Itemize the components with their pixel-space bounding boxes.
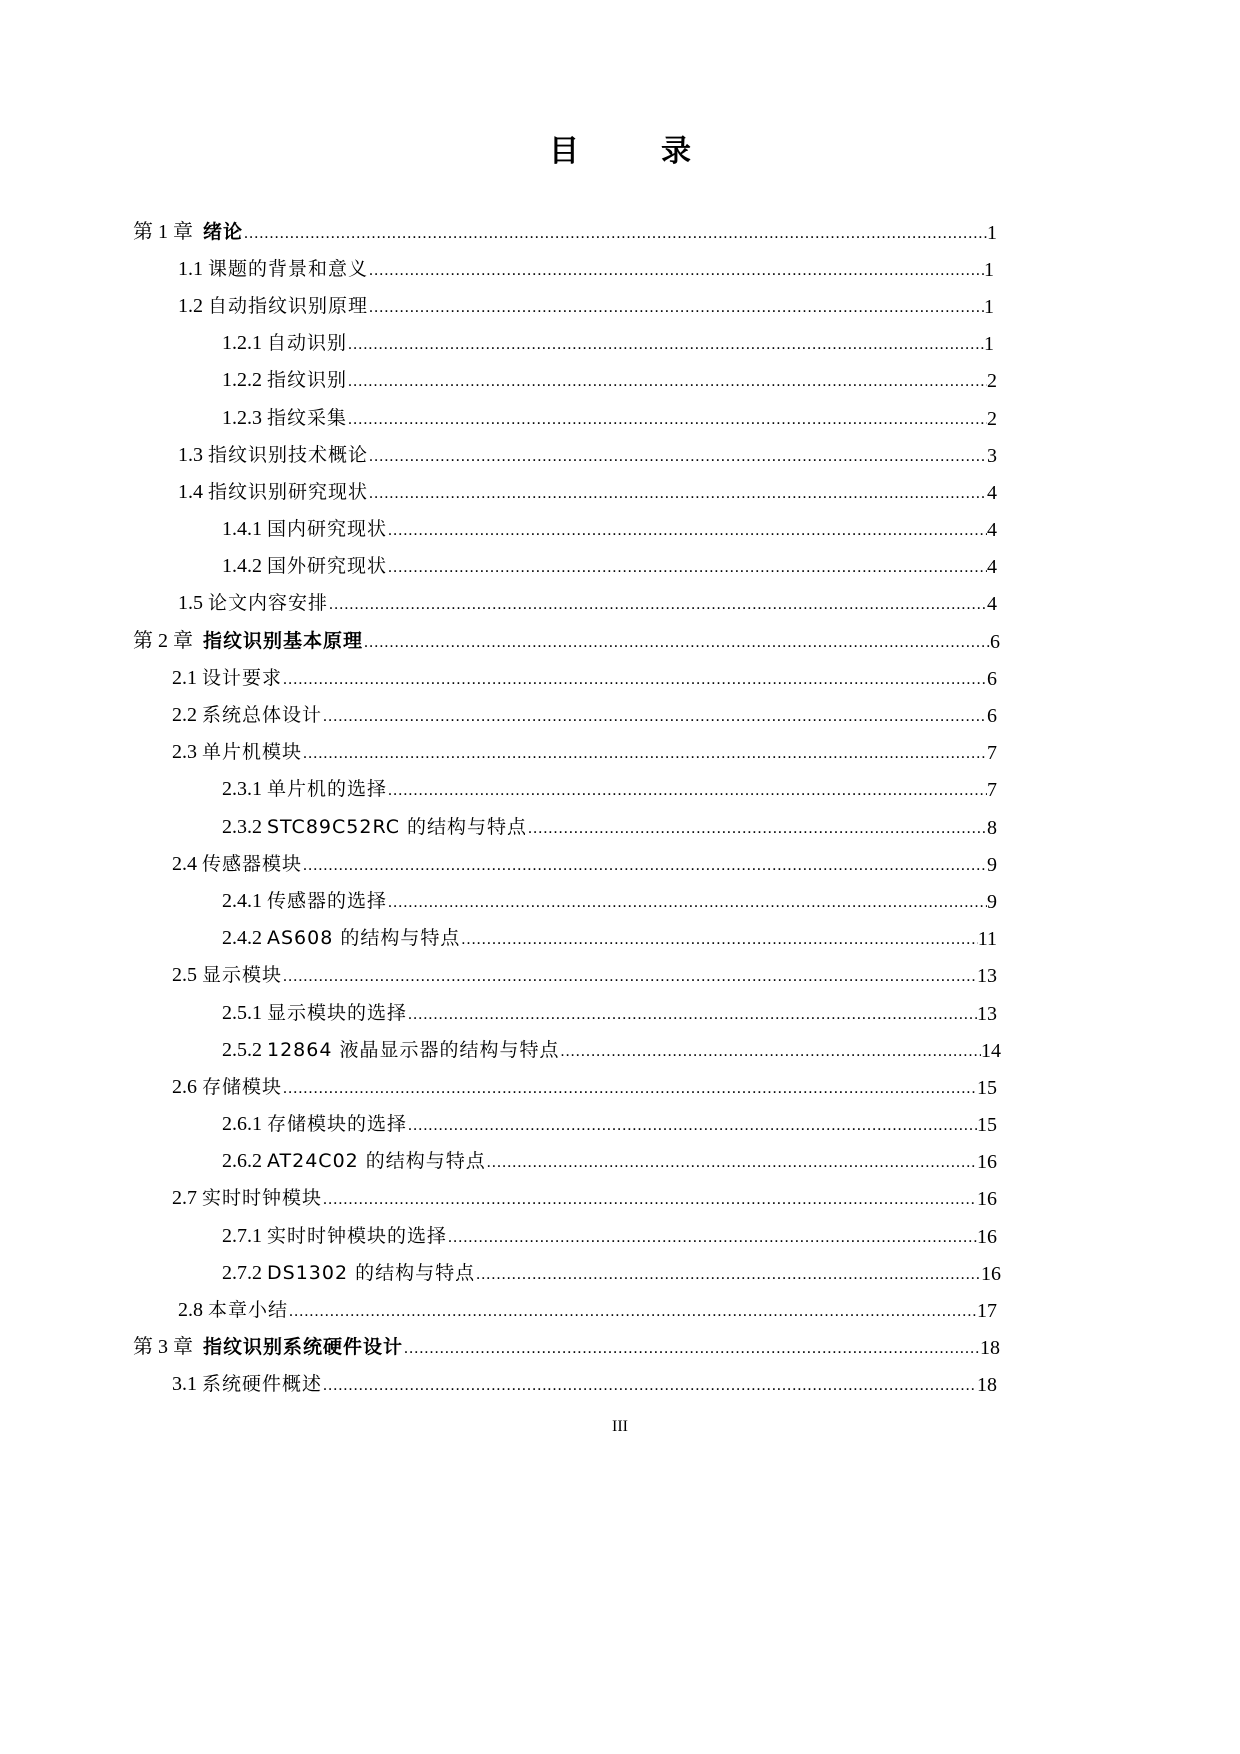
toc-entry-page-number: 1 — [984, 258, 994, 281]
toc-section-entry[interactable] — [0, 697, 997, 734]
toc-entry-label — [222, 1000, 407, 1026]
toc-entry-number: 2.4.2 — [222, 927, 262, 950]
toc-subsection-entry[interactable] — [0, 1032, 1001, 1069]
toc-entry-title: 课题的背景和意义 — [208, 257, 369, 280]
dot-leader — [289, 1299, 977, 1325]
toc-entry-page-number: 16 — [977, 1225, 997, 1248]
dot-leader — [303, 853, 987, 879]
toc-subsection-entry[interactable] — [0, 1107, 997, 1144]
dot-leader — [369, 481, 987, 507]
dot-leader — [323, 1187, 977, 1213]
toc-subsection-entry[interactable] — [0, 809, 997, 846]
spacer — [193, 1336, 203, 1358]
toc-entry-label — [222, 405, 347, 431]
toc-entry-label — [222, 1111, 407, 1137]
toc-entry-page-number: 7 — [987, 742, 997, 765]
toc-entry-page-number: 2 — [987, 370, 997, 393]
toc-subsection-entry[interactable] — [0, 363, 997, 400]
toc-entry-lead — [222, 814, 987, 842]
toc-chapter-entry[interactable] — [0, 1330, 1000, 1367]
toc-entry-lead — [178, 256, 984, 284]
toc-entry-title: 传感器模块 — [202, 852, 303, 875]
dot-leader — [323, 1373, 977, 1399]
toc-section-entry[interactable] — [0, 660, 997, 697]
toc-entry-number: 1.2 — [178, 294, 203, 317]
toc-entry-number: 2.4.1 — [222, 889, 262, 912]
toc-subsection-entry[interactable] — [0, 400, 997, 437]
dot-leader — [388, 555, 987, 581]
dot-leader — [408, 1002, 977, 1028]
dot-leader — [369, 444, 987, 470]
toc-entry-title: 国内研究现状 — [267, 518, 388, 541]
toc-entry-number: 1.2.3 — [222, 406, 262, 429]
toc-entry-number: 1.4 — [178, 480, 203, 503]
dot-leader — [448, 1225, 977, 1251]
toc-entry-number: 2.8 — [178, 1299, 203, 1322]
toc-section-entry[interactable] — [0, 586, 997, 623]
toc-entry-number: 1.2.1 — [222, 332, 262, 355]
toc-entry-title: 指纹识别基本原理 — [203, 629, 364, 652]
toc-entry-title: 绪论 — [203, 220, 244, 243]
dot-leader — [461, 927, 977, 953]
toc-entry-page-number: 6 — [987, 667, 997, 690]
toc-subsection-entry[interactable] — [0, 549, 997, 586]
toc-subsection-entry[interactable] — [0, 772, 997, 809]
toc-entry-title: 单片机模块 — [202, 741, 303, 764]
toc-entry-title: 实时时钟模块 — [202, 1187, 323, 1210]
toc-entry-title: 系统总体设计 — [202, 704, 323, 727]
dot-leader — [323, 704, 987, 730]
toc-entry-lead — [172, 851, 987, 879]
toc-entry-label — [222, 1037, 559, 1063]
toc-entry-label — [222, 1148, 486, 1174]
toc-entry-number: 1.5 — [178, 592, 203, 615]
toc-entry-lead — [172, 1371, 977, 1399]
toc-entry-number: 2.6.2 — [222, 1150, 262, 1173]
toc-subsection-entry[interactable] — [0, 1144, 997, 1181]
toc-entry-lead — [178, 442, 987, 470]
toc-entry-title: 国外研究现状 — [267, 555, 388, 578]
toc-chapter-entry[interactable] — [0, 214, 997, 251]
toc-entry-number: 第 1 章 — [133, 220, 193, 243]
toc-entry-title: 指纹识别技术概论 — [208, 443, 369, 466]
toc-entry-lead — [222, 405, 987, 433]
toc-entry-page-number: 1 — [984, 295, 994, 318]
toc-entry-title: 存储模块 — [202, 1075, 283, 1098]
toc-section-entry[interactable] — [0, 846, 997, 883]
toc-entry-title: 显示模块的选择 — [267, 1001, 408, 1024]
toc-entry-label — [222, 1223, 447, 1249]
dot-leader — [283, 964, 977, 990]
toc-entry-page-number: 8 — [987, 816, 997, 839]
toc-entry-number: 2.3 — [172, 741, 197, 764]
toc-entry-number: 1.1 — [178, 257, 203, 280]
toc-section-entry[interactable] — [0, 288, 994, 325]
toc-entry-label — [222, 367, 347, 393]
toc-entry-title: 指纹识别系统硬件设计 — [203, 1336, 404, 1359]
toc-entry-number: 2.7.1 — [222, 1224, 262, 1247]
toc-entry-title: AT24C02 的结构与特点 — [267, 1150, 486, 1173]
toc-subsection-entry[interactable] — [0, 1218, 997, 1255]
toc-subsection-entry[interactable] — [0, 883, 997, 920]
toc-entry-page-number: 14 — [981, 1039, 1001, 1062]
toc-entry-title: STC89C52RC 的结构与特点 — [267, 815, 528, 838]
toc-entry-number: 1.3 — [178, 443, 203, 466]
toc-entry-page-number: 15 — [977, 1114, 997, 1137]
toc-entry-page-number: 11 — [977, 928, 997, 951]
toc-section-entry[interactable] — [0, 251, 994, 288]
toc-entry-label — [172, 962, 282, 988]
toc-entry-label — [222, 1260, 475, 1286]
toc-entry-page-number: 2 — [987, 407, 997, 430]
toc-entry-page-number: 4 — [987, 481, 997, 504]
toc-entry-label — [172, 702, 322, 728]
toc-entry-page-number: 1 — [987, 221, 997, 244]
toc-entry-label — [172, 851, 302, 877]
toc-entry-title: 自动识别 — [267, 332, 348, 355]
toc-entry-label — [178, 479, 368, 505]
toc-section-entry[interactable] — [0, 474, 997, 511]
toc-entry-title: 单片机的选择 — [267, 778, 388, 801]
toc-entry-label — [178, 1297, 288, 1323]
dot-leader — [283, 1076, 977, 1102]
toc-entry-title: 指纹采集 — [267, 406, 348, 429]
toc-entry-label — [172, 1074, 282, 1100]
toc-entry-number: 3.1 — [172, 1373, 197, 1396]
spacer — [193, 221, 203, 243]
toc-entry-number: 2.7 — [172, 1187, 197, 1210]
toc-entry-number: 2.2 — [172, 704, 197, 727]
table-of-contents — [0, 214, 1240, 1404]
toc-entry-page-number: 15 — [977, 1076, 997, 1099]
toc-entry-lead — [172, 665, 987, 693]
toc-subsection-entry[interactable] — [0, 1255, 1001, 1292]
toc-entry-lead — [172, 962, 977, 990]
toc-entry-lead — [133, 219, 987, 247]
toc-entry-number: 2.5.1 — [222, 1001, 262, 1024]
toc-section-entry[interactable] — [0, 958, 997, 995]
toc-entry-page-number: 6 — [990, 630, 1000, 653]
dot-leader — [388, 890, 987, 916]
toc-entry-lead — [178, 293, 984, 321]
toc-entry-title: 12864 液晶显示器的结构与特点 — [267, 1038, 560, 1061]
toc-entry-page-number: 13 — [977, 1002, 997, 1025]
toc-entry-lead — [172, 1185, 977, 1213]
toc-entry-lead — [222, 1223, 977, 1251]
toc-entry-page-number: 4 — [987, 519, 997, 542]
toc-entry-page-number: 9 — [987, 890, 997, 913]
toc-entry-lead — [222, 553, 987, 581]
toc-entry-lead — [222, 516, 987, 544]
toc-entry-label — [222, 516, 387, 542]
toc-title: 目 录 — [549, 134, 717, 169]
toc-chapter-entry[interactable] — [0, 623, 1000, 660]
toc-entry-label — [178, 293, 368, 319]
toc-entry-page-number: 1 — [984, 333, 994, 356]
dot-leader — [528, 816, 987, 842]
toc-entry-title: 论文内容安排 — [208, 592, 329, 615]
toc-section-entry[interactable] — [0, 1292, 997, 1329]
toc-entry-title: 指纹识别 — [267, 369, 348, 392]
toc-entry-page-number: 3 — [987, 444, 997, 467]
toc-entry-page-number: 16 — [977, 1188, 997, 1211]
toc-entry-number: 2.1 — [172, 666, 197, 689]
dot-leader — [283, 667, 987, 693]
toc-entry-title: 自动指纹识别原理 — [208, 294, 369, 317]
toc-entry-number: 1.4.2 — [222, 555, 262, 578]
toc-entry-title: 传感器的选择 — [267, 889, 388, 912]
toc-entry-page-number: 9 — [987, 853, 997, 876]
dot-leader — [404, 1336, 980, 1362]
toc-entry-label — [133, 628, 363, 654]
toc-entry-label — [222, 776, 387, 802]
toc-entry-page-number: 7 — [987, 779, 997, 802]
toc-entry-label — [222, 925, 460, 951]
toc-entry-lead — [178, 1297, 977, 1325]
toc-entry-lead — [172, 1074, 977, 1102]
dot-leader — [388, 778, 987, 804]
toc-entry-title: 显示模块 — [202, 964, 283, 987]
toc-entry-number: 2.5 — [172, 964, 197, 987]
toc-entry-lead — [222, 367, 987, 395]
toc-entry-label — [178, 256, 368, 282]
toc-entry-label — [222, 553, 387, 579]
toc-entry-lead — [222, 1000, 977, 1028]
toc-entry-title: 本章小结 — [208, 1299, 289, 1322]
dot-leader — [560, 1039, 981, 1065]
toc-entry-lead — [222, 1148, 977, 1176]
toc-entry-lead — [222, 925, 978, 953]
toc-entry-label — [172, 739, 302, 765]
toc-entry-page-number: 4 — [987, 593, 997, 616]
toc-entry-lead — [222, 1111, 977, 1139]
toc-entry-lead — [178, 479, 987, 507]
toc-entry-label — [172, 1185, 322, 1211]
toc-subsection-entry[interactable] — [0, 921, 997, 958]
toc-entry-title: AS608 的结构与特点 — [267, 927, 461, 950]
toc-entry-number: 1.2.2 — [222, 369, 262, 392]
toc-entry-number: 2.6 — [172, 1075, 197, 1098]
toc-entry-page-number: 16 — [981, 1262, 1001, 1285]
toc-entry-lead — [172, 739, 987, 767]
toc-entry-label — [178, 442, 368, 468]
toc-entry-lead — [133, 628, 990, 656]
dot-leader — [476, 1262, 981, 1288]
toc-section-entry[interactable] — [0, 437, 997, 474]
toc-entry-title: 指纹识别研究现状 — [208, 480, 369, 503]
toc-entry-number: 2.3.1 — [222, 778, 262, 801]
dot-leader — [348, 332, 984, 358]
toc-entry-lead — [222, 330, 984, 358]
dot-leader — [408, 1113, 977, 1139]
toc-entry-label — [133, 219, 243, 245]
toc-entry-page-number: 18 — [980, 1337, 1000, 1360]
toc-entry-lead — [133, 1334, 980, 1362]
toc-entry-number: 第 3 章 — [133, 1336, 193, 1359]
toc-section-entry[interactable] — [0, 1367, 997, 1404]
toc-entry-label — [172, 1371, 322, 1397]
toc-entry-lead — [222, 1260, 981, 1288]
toc-entry-page-number: 16 — [977, 1151, 997, 1174]
toc-entry-page-number: 17 — [977, 1300, 997, 1323]
toc-entry-number: 第 2 章 — [133, 629, 193, 652]
toc-entry-number: 1.4.1 — [222, 518, 262, 541]
toc-subsection-entry[interactable] — [0, 326, 994, 363]
toc-entry-lead — [222, 1037, 981, 1065]
dot-leader — [348, 369, 987, 395]
dot-leader — [329, 592, 987, 618]
spacer — [193, 630, 203, 652]
toc-entry-number: 2.7.2 — [222, 1261, 262, 1284]
dot-leader — [348, 407, 987, 433]
toc-entry-number: 2.4 — [172, 852, 197, 875]
dot-leader — [487, 1150, 977, 1176]
toc-entry-title: 实时时钟模块的选择 — [267, 1224, 448, 1247]
toc-entry-page-number: 6 — [987, 705, 997, 728]
page-number-footer: III — [612, 1418, 628, 1435]
toc-entry-page-number: 13 — [977, 965, 997, 988]
toc-entry-title: 系统硬件概述 — [202, 1373, 323, 1396]
dot-leader — [369, 295, 984, 321]
toc-entry-page-number: 4 — [987, 556, 997, 579]
dot-leader — [303, 741, 987, 767]
toc-entry-number: 2.5.2 — [222, 1038, 262, 1061]
toc-entry-label — [133, 1334, 403, 1360]
dot-leader — [369, 258, 984, 284]
dot-leader — [388, 518, 987, 544]
toc-entry-lead — [178, 590, 987, 618]
toc-entry-number: 2.3.2 — [222, 815, 262, 838]
toc-entry-label — [222, 814, 527, 840]
toc-entry-lead — [222, 776, 987, 804]
toc-entry-page-number: 18 — [977, 1374, 997, 1397]
toc-entry-title: DS1302 的结构与特点 — [267, 1261, 476, 1284]
toc-entry-label — [172, 665, 282, 691]
toc-entry-lead — [222, 888, 987, 916]
toc-entry-lead — [172, 702, 987, 730]
toc-entry-label — [178, 590, 328, 616]
dot-leader — [364, 630, 990, 656]
dot-leader — [244, 221, 987, 247]
toc-entry-number: 2.6.1 — [222, 1113, 262, 1136]
toc-section-entry[interactable] — [0, 735, 997, 772]
toc-subsection-entry[interactable] — [0, 512, 997, 549]
toc-entry-label — [222, 330, 347, 356]
toc-entry-title: 设计要求 — [202, 666, 283, 689]
toc-section-entry[interactable] — [0, 1181, 997, 1218]
toc-entry-label — [222, 888, 387, 914]
toc-subsection-entry[interactable] — [0, 995, 997, 1032]
toc-entry-title: 存储模块的选择 — [267, 1113, 408, 1136]
toc-section-entry[interactable] — [0, 1069, 997, 1106]
